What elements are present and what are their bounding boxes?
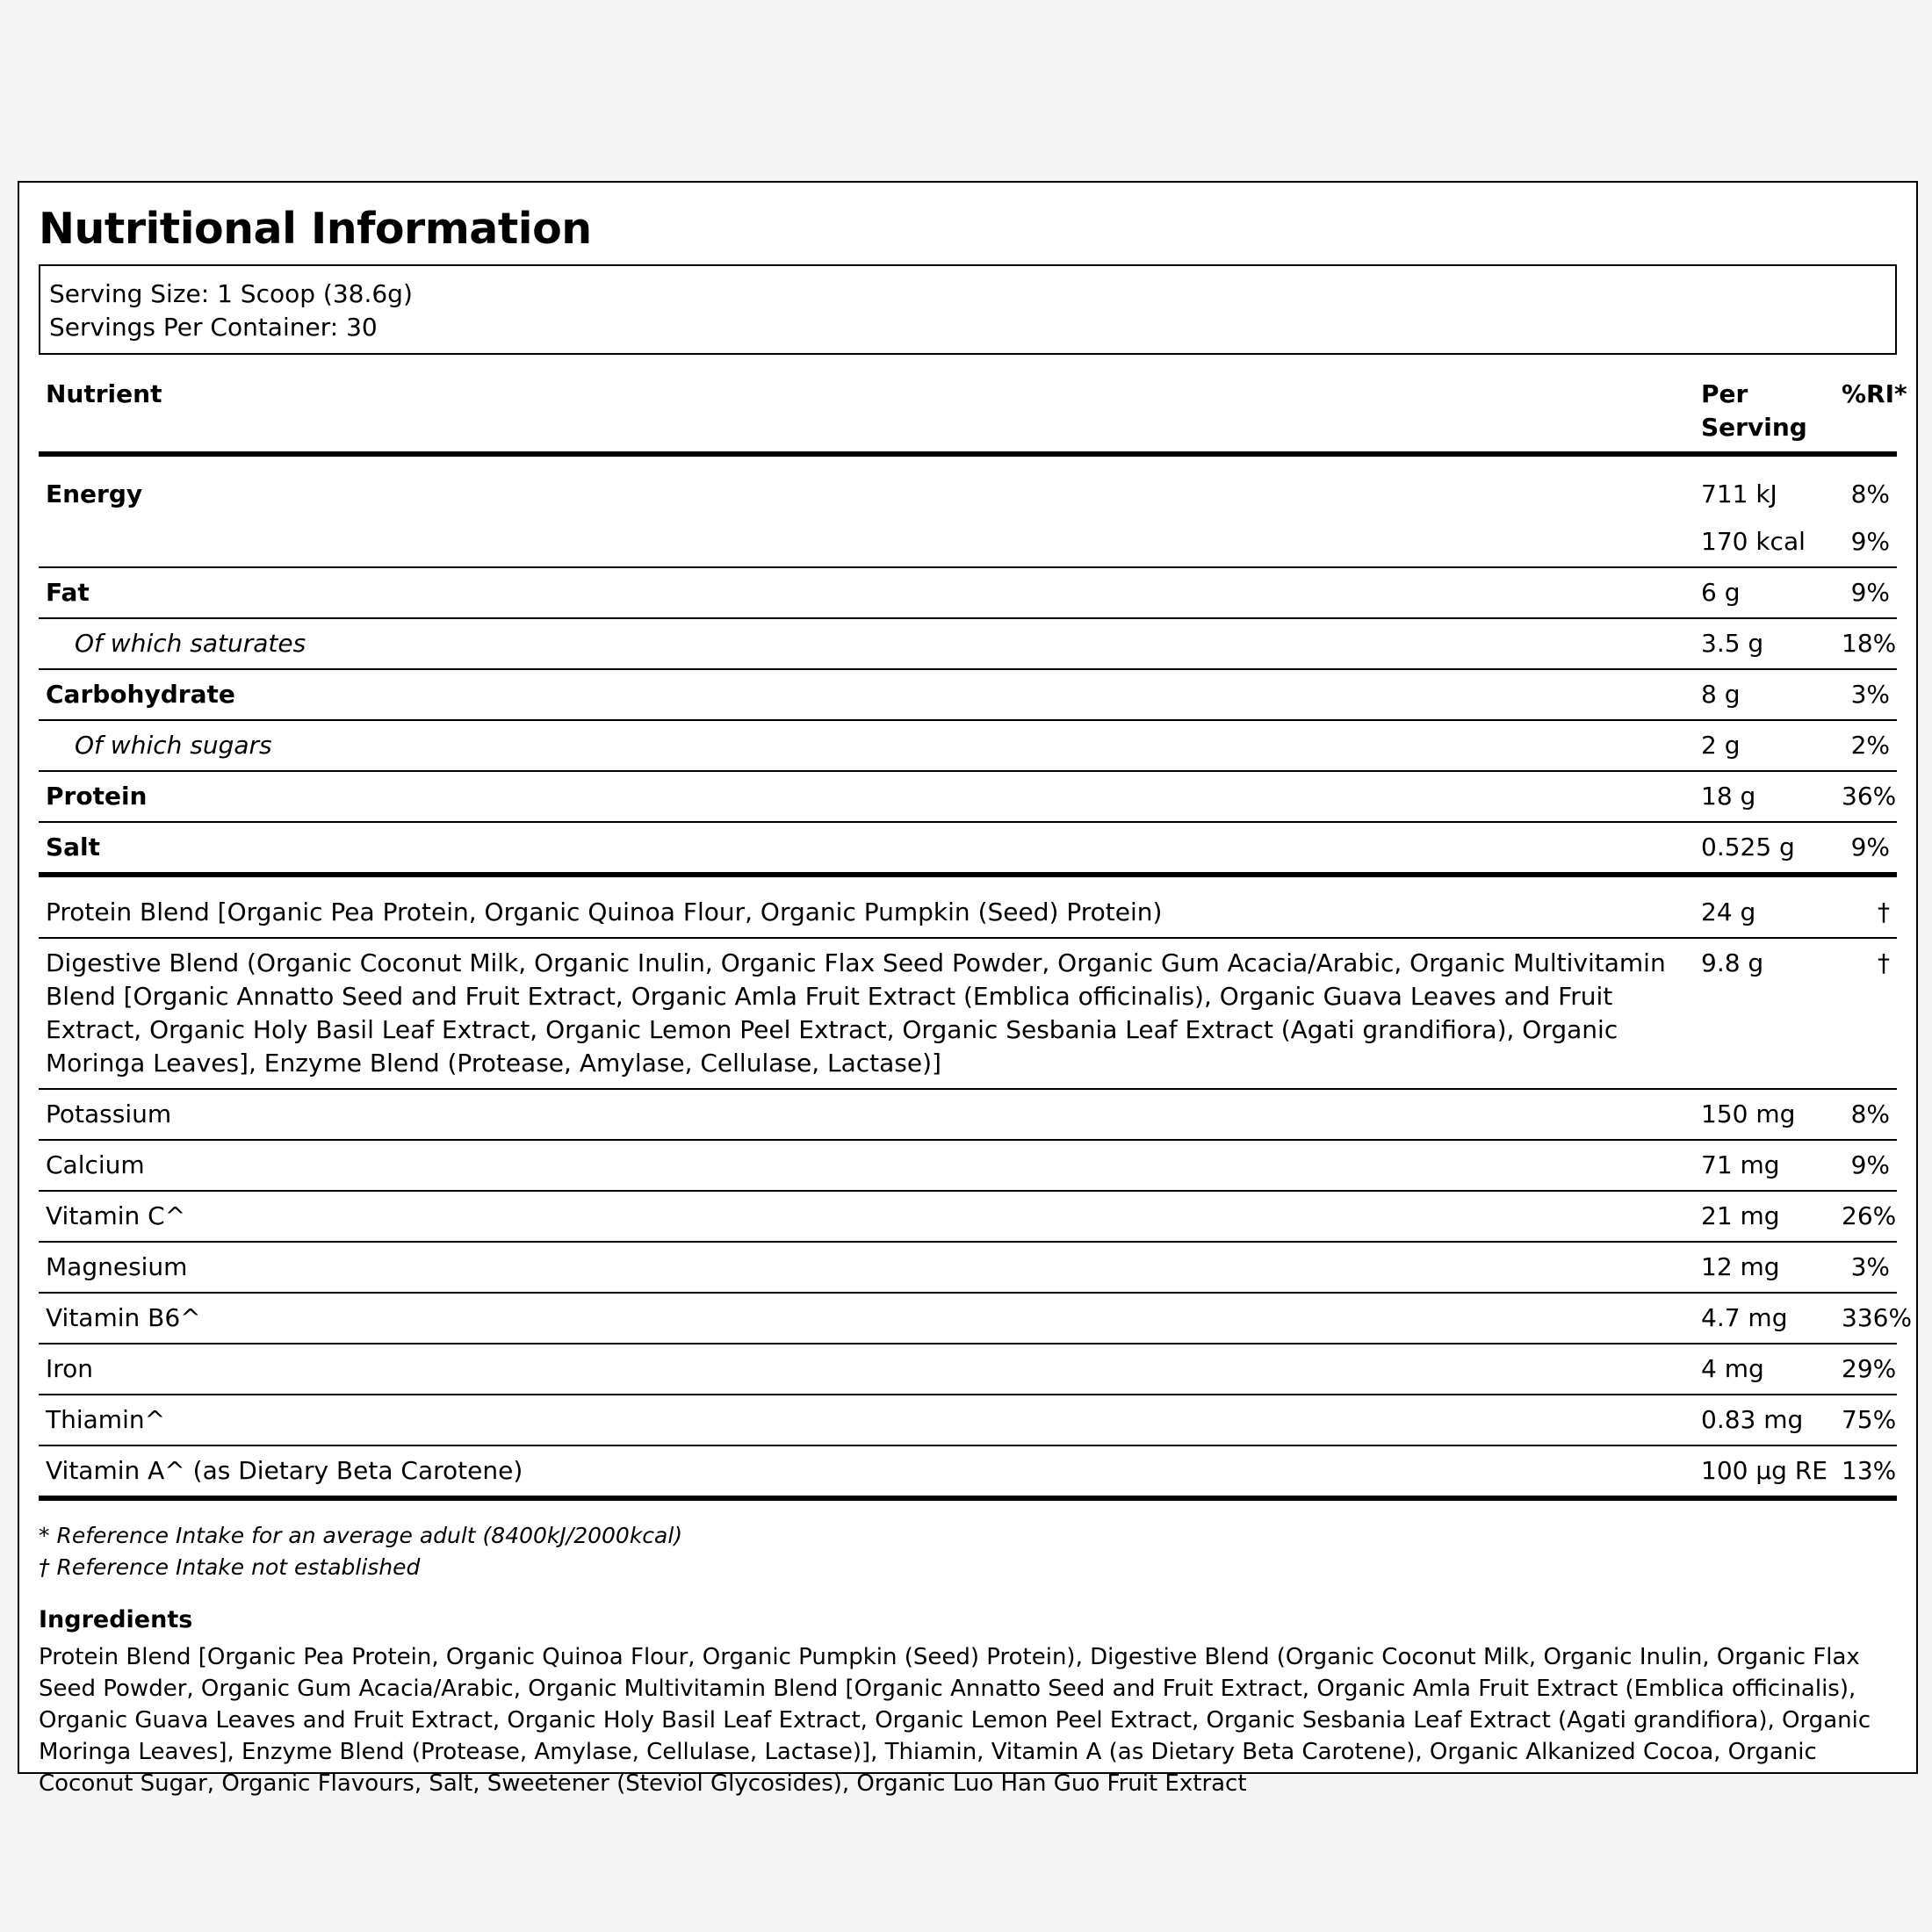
- nutrient-amount: 100 µg RE: [1701, 1456, 1827, 1485]
- nutrient-name: Vitamin A^ (as Dietary Beta Carotene): [46, 1456, 523, 1485]
- table-header-row: [39, 367, 1897, 454]
- header-ri: %RI*: [1842, 379, 1907, 408]
- footnote-not-established: † Reference Intake not established: [39, 1554, 421, 1580]
- nutrient-name: Fat: [46, 578, 90, 607]
- nutrient-ri: 3%: [1850, 680, 1890, 709]
- nutrient-name: Magnesium: [46, 1252, 188, 1281]
- nutrient-name: Protein Blend [Organic Pea Protein, Organic Quinoa Flour, Organic Pumpkin (Seed) Protein): [46, 898, 1163, 926]
- nutrient-name: Vitamin B6^: [46, 1303, 201, 1332]
- nutrient-amount: 6 g: [1701, 578, 1741, 607]
- table-row-protein-blend: [39, 875, 1897, 938]
- nutrient-amount: 4 mg: [1701, 1354, 1764, 1383]
- nutrient-amount: 8 g: [1701, 680, 1741, 709]
- table-row-protein: [39, 771, 1897, 822]
- nutrient-amount: 0.83 mg: [1701, 1405, 1804, 1434]
- nutrient-amount: 711 kJ: [1701, 479, 1777, 508]
- nutrient-name: Iron: [46, 1354, 94, 1383]
- nutrient-amount: 18 g: [1701, 782, 1756, 811]
- nutrient-name: Energy: [46, 479, 143, 508]
- nutrient-ri: 9%: [1850, 833, 1890, 861]
- nutrient-name: Protein: [46, 782, 148, 811]
- nutrient-name: Salt: [46, 833, 101, 861]
- nutrient-ri: 29%: [1842, 1354, 1897, 1383]
- table-row-carbohydrate: [39, 669, 1897, 720]
- serving-box: [39, 264, 1897, 355]
- table-row-magnesium: [39, 1242, 1897, 1293]
- table-row-vitamin-b6: [39, 1293, 1897, 1344]
- nutrient-name: Thiamin^: [46, 1405, 166, 1434]
- nutrient-ri: 26%: [1842, 1201, 1897, 1230]
- nutrient-ri: 75%: [1842, 1405, 1897, 1434]
- nutrient-ri: 8%: [1850, 479, 1890, 508]
- nutrient-amount: 2 g: [1701, 731, 1741, 760]
- nutrient-ri: 336%: [1842, 1303, 1913, 1332]
- serving-size: Serving Size: 1 Scoop (38.6g): [49, 279, 413, 308]
- nutrient-name: Of which sugars: [75, 731, 272, 760]
- table-row-thiamin: [39, 1395, 1897, 1445]
- nutrient-ri: 8%: [1850, 1099, 1890, 1128]
- nutrient-ri: 9%: [1850, 1150, 1890, 1179]
- nutrient-amount: 170 kcal: [1701, 527, 1806, 556]
- nutrient-amount: 4.7 mg: [1701, 1303, 1788, 1332]
- nutrient-ri: 9%: [1850, 578, 1890, 607]
- nutrient-ri: †: [1878, 948, 1890, 977]
- table-row-potassium: [39, 1089, 1897, 1140]
- table-row-energy-kj: [39, 454, 1897, 511]
- nutrient-ri: †: [1878, 898, 1890, 926]
- footnote-reference-intake: * Reference Intake for an average adult (8400kJ/2000kcal): [39, 1523, 683, 1548]
- nutrient-ri: 9%: [1850, 527, 1890, 556]
- nutrient-amount: 24 g: [1701, 898, 1756, 926]
- nutrient-name: [39, 511, 1694, 567]
- page-title: Nutritional Information: [39, 204, 592, 254]
- nutrient-amount: 71 mg: [1701, 1150, 1780, 1179]
- nutrient-name: Potassium: [46, 1099, 172, 1128]
- table-row-salt: [39, 822, 1897, 875]
- nutrition-panel: [18, 181, 1918, 1797]
- nutrient-amount: 150 mg: [1701, 1099, 1796, 1128]
- nutrient-ri: 13%: [1842, 1456, 1897, 1485]
- table-row-sugars: [39, 720, 1897, 771]
- nutrient-name: Vitamin C^: [46, 1201, 186, 1230]
- servings-per-container: Servings Per Container: 30: [49, 313, 378, 342]
- table-row-energy-kcal: [39, 511, 1897, 567]
- table-row-digestive-blend: [39, 938, 1897, 1089]
- nutrient-amount: 0.525 g: [1701, 833, 1795, 861]
- nutrient-name: Calcium: [46, 1150, 145, 1179]
- nutrient-amount: 12 mg: [1701, 1252, 1780, 1281]
- ingredients-title: Ingredients: [39, 1606, 193, 1633]
- table-row-iron: [39, 1344, 1897, 1395]
- nutrient-name: Carbohydrate: [46, 680, 235, 709]
- nutrient-amount: 9.8 g: [1701, 948, 1764, 977]
- header-nutrient: Nutrient: [46, 379, 162, 408]
- nutrient-ri: 18%: [1842, 629, 1897, 658]
- nutrient-amount: 21 mg: [1701, 1201, 1780, 1230]
- header-per-serving: Per Serving: [1701, 379, 1807, 442]
- nutrient-name: Of which saturates: [75, 629, 306, 658]
- nutrient-amount: 3.5 g: [1701, 629, 1764, 658]
- nutrient-ri: 36%: [1842, 782, 1897, 811]
- table-row-calcium: [39, 1140, 1897, 1191]
- ingredients-text: Protein Blend [Organic Pea Protein, Organic Quinoa Flour, Organic Pumpkin (Seed) Protein), Digestive Blend (Organic Coconut Milk, Organic Inulin, Organic Flax Seed Powder, Organic Gum Acacia/Arabic, Organic Multivitamin Blend [Organic Annatto Seed and Fruit Extract, Organic Amla Fruit Extract (Emblica officinalis), Organic Guava Leaves and Fruit Extract, Organic Holy Basil Leaf Extract, Organic Lemon Peel Extract, Organic Sesbania Leaf Extract (Agati grandifiora), Organic Moringa Leaves], Enzyme Blend (Protease, Amylase, Cellulase, Lactase)], Thiamin, Vitamin A (as Dietary Beta Carotene), Organic Alkanized Cocoa, Organic Coconut Sugar, Organic Flavours, Salt, Sweetener (Steviol Glycosides), Organic Luo Han Guo Fruit Extract: [39, 1644, 1871, 1797]
- nutrient-ri: 3%: [1850, 1252, 1890, 1281]
- table-row-vitamin-a: [39, 1445, 1897, 1498]
- nutrient-ri: 2%: [1850, 731, 1890, 760]
- table-row-vitamin-c: [39, 1191, 1897, 1242]
- nutrition-table: [39, 367, 1913, 1501]
- footnotes: [39, 1520, 1897, 1583]
- nutrient-name: Digestive Blend (Organic Coconut Milk, Organic Inulin, Organic Flax Seed Powder, Organic Gum Acacia/Arabic, Organic Multivitamin Blend [Organic Annatto Seed and Fruit Extract, Organic Amla Fruit Extract (Emblica officinalis), Organic Guava Leaves and Fruit Extract, Organic Holy Basil Leaf Extract, Organic Lemon Peel Extract, Organic Sesbania Leaf Extract (Agati grandifiora), Organic Moringa Leaves], Enzyme Blend (Protease, Amylase, Cellulase, Lactase)]: [46, 948, 1666, 1078]
- table-row-fat: [39, 567, 1897, 618]
- table-row-saturates: [39, 618, 1897, 669]
